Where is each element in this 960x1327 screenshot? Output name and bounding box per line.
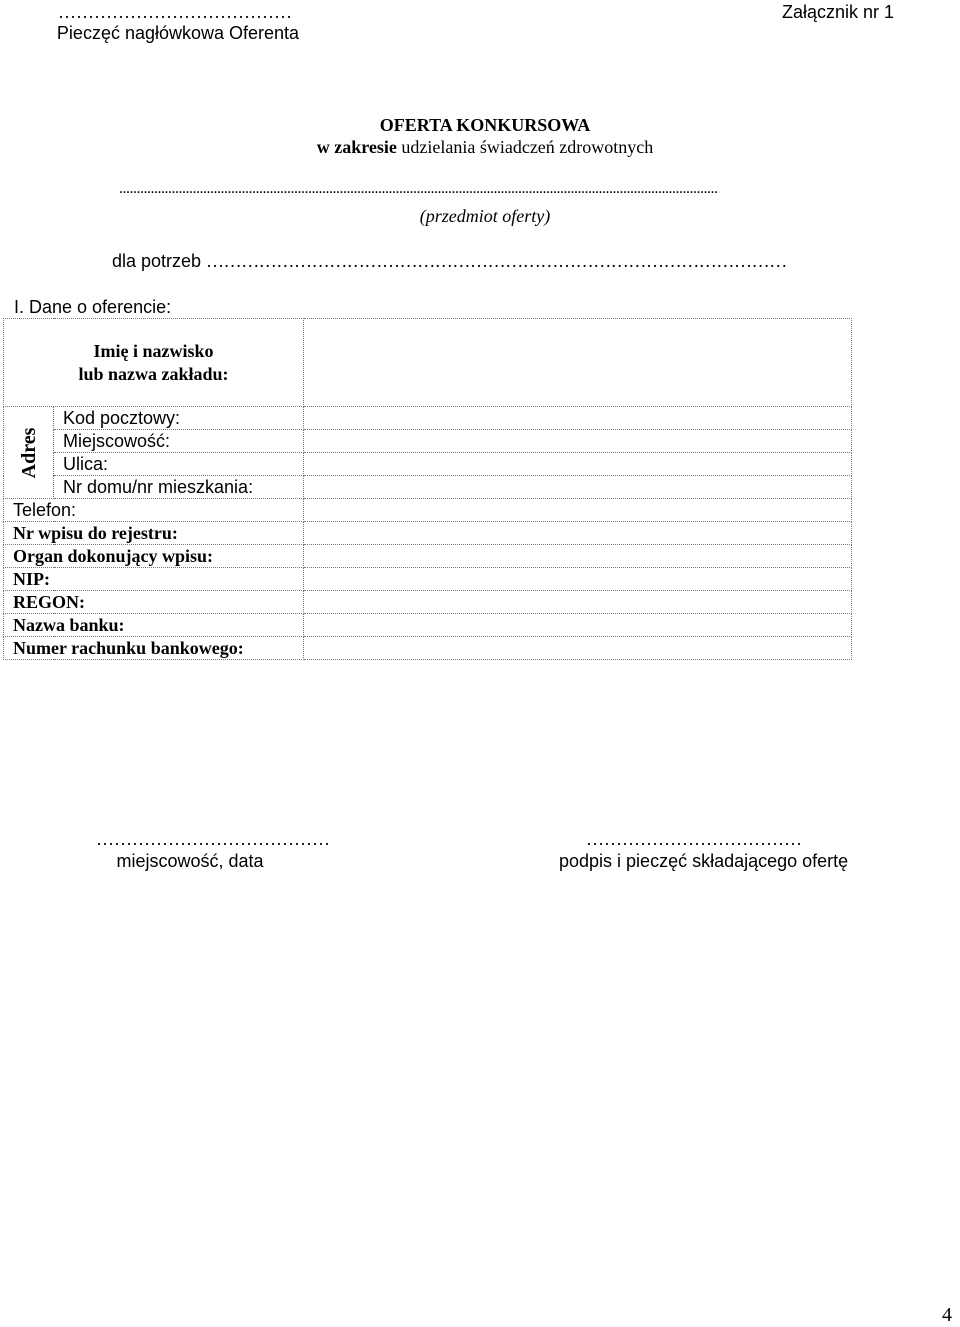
table-row-registry-authority — [4, 545, 852, 568]
table-row-bank-name — [4, 614, 852, 637]
bank-account-label: Numer rachunku bankowego: — [4, 637, 304, 660]
registry-number-value[interactable] — [304, 522, 852, 545]
table-row-registry-number — [4, 522, 852, 545]
document-subtitle — [0, 137, 960, 158]
subject-dots: ........................................................................................................................................................................... — [119, 180, 718, 197]
bank-account-value[interactable] — [304, 637, 852, 660]
signature-dots: ……………………………… — [586, 829, 802, 849]
annex-label: Załącznik nr 1 — [781, 2, 894, 22]
house-number-value[interactable] — [304, 476, 852, 499]
stamp-dots: ………………………………… — [58, 2, 292, 22]
table-row-city — [4, 430, 852, 453]
regon-label: REGON: — [4, 591, 304, 614]
registry-number-label: Nr wpisu do rejestru: — [4, 522, 304, 545]
nip-value[interactable] — [304, 568, 852, 591]
subtitle-rest: udzielania świadczeń zdrowotnych — [396, 137, 654, 157]
signature-label: podpis i pieczęć składającego ofertę — [559, 851, 849, 871]
city-label: Miejscowość: — [54, 430, 304, 453]
document-title: OFERTA KONKURSOWA — [379, 115, 591, 135]
subtitle-bold: w zakresie — [316, 137, 397, 157]
postal-code-label: Kod pocztowy: — [54, 407, 304, 430]
registry-authority-value[interactable] — [304, 545, 852, 568]
page-number: 4 — [942, 1304, 952, 1326]
street-label: Ulica: — [54, 453, 304, 476]
regon-value[interactable] — [304, 591, 852, 614]
house-number-label: Nr domu/nr mieszkania: — [54, 476, 304, 499]
offerer-data-table — [3, 318, 852, 660]
table-row-regon — [4, 591, 852, 614]
table-row-nip — [4, 568, 852, 591]
postal-code-value[interactable] — [304, 407, 852, 430]
stamp-label: Pieczęć nagłówkowa Oferenta — [56, 23, 300, 43]
place-date-label: miejscowość, data — [116, 851, 264, 871]
name-label-line1: Imię i nazwisko — [93, 340, 214, 361]
table-row-phone — [4, 499, 852, 522]
subject-label: (przedmiot oferty) — [419, 206, 551, 226]
phone-value[interactable] — [304, 499, 852, 522]
name-label-line2: lub nazwa zakładu: — [78, 363, 229, 384]
phone-label: Telefon: — [4, 499, 304, 522]
name-label — [4, 319, 304, 407]
table-row-house-number — [4, 476, 852, 499]
name-value[interactable] — [304, 319, 852, 407]
nip-label: NIP: — [4, 568, 304, 591]
bank-name-value[interactable] — [304, 614, 852, 637]
street-value[interactable] — [304, 453, 852, 476]
table-row-street — [4, 453, 852, 476]
city-value[interactable] — [304, 430, 852, 453]
table-row-postal-code — [4, 407, 852, 430]
table-row-name — [4, 319, 852, 407]
section-title: I. Dane o oferencie: — [14, 297, 172, 317]
address-group-label: Adres — [17, 427, 40, 478]
registry-authority-label: Organ dokonujący wpisu: — [4, 545, 304, 568]
bank-name-label: Nazwa banku: — [4, 614, 304, 637]
place-date-dots: ………………………………… — [96, 829, 330, 849]
address-group-cell — [4, 407, 54, 499]
table-row-bank-account — [4, 637, 852, 660]
needs-dots: ……………………………………………………………………………………… — [206, 251, 787, 271]
needs-label: dla potrzeb — [112, 251, 202, 271]
